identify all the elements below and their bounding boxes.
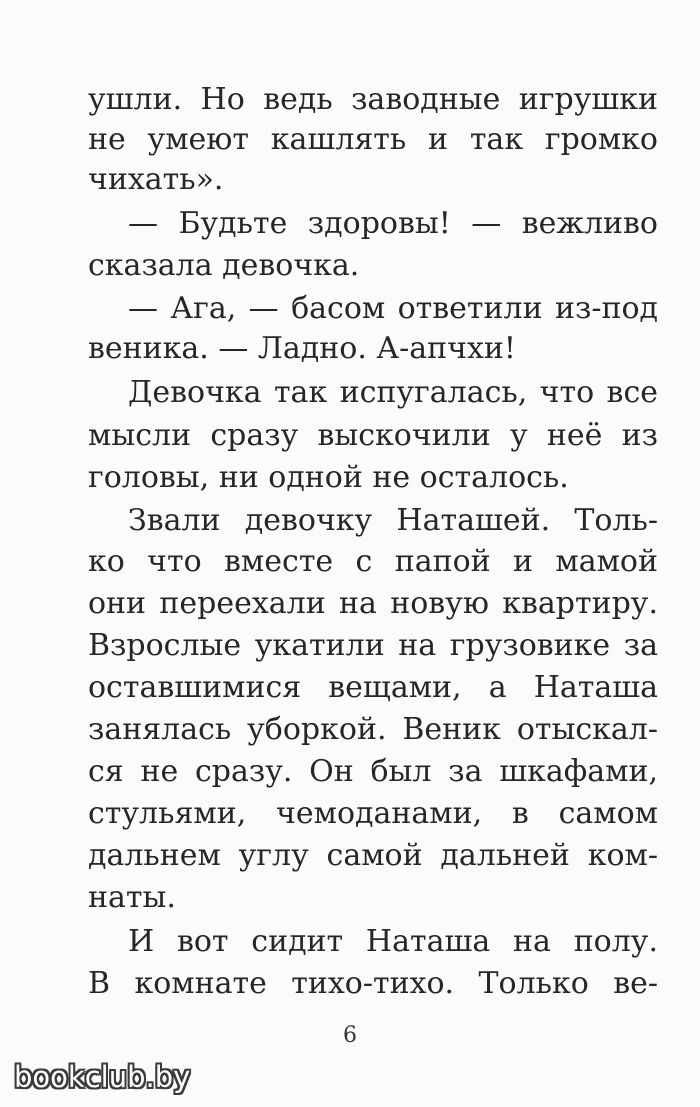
text-line: ко что вместе с папой и мамой bbox=[88, 544, 658, 579]
page-number: 6 bbox=[343, 1023, 357, 1048]
text-line: ушли. Но ведь заводные игрушки bbox=[88, 82, 658, 117]
text-line: чихать». bbox=[88, 162, 224, 197]
text-line: Взрослые укатили на грузовике за bbox=[88, 628, 658, 663]
text-line: наты. bbox=[88, 880, 176, 915]
text-line: — Будьте здоровы! — вежливо bbox=[128, 206, 658, 241]
text-line: Звали девочку Наташей. Толь- bbox=[128, 503, 658, 538]
text-line: они переехали на новую квартиру. bbox=[88, 586, 658, 621]
text-line: мысли сразу выскочили у неё из bbox=[88, 418, 658, 453]
text-line: оставшимися вещами, а Наташа bbox=[88, 670, 658, 705]
text-line: не умеют кашлять и так громко bbox=[88, 122, 658, 157]
watermark: bookclub.by bbox=[14, 1060, 191, 1094]
text-line: Девочка так испугалась, что все bbox=[128, 375, 658, 410]
text-line: ся не сразу. Он был за шкафами, bbox=[88, 754, 658, 789]
text-line: сказала девочка. bbox=[88, 248, 360, 283]
text-line: И вот сидит Наташа на полу. bbox=[128, 924, 658, 959]
text-line: — Ага, — басом ответили из-под bbox=[128, 291, 658, 326]
text-line: В комнате тихо-тихо. Только ве- bbox=[88, 966, 658, 1001]
text-line: дальнем углу самой дальней ком- bbox=[88, 838, 658, 873]
text-line: занялась уборкой. Веник отыскал- bbox=[88, 712, 658, 747]
text-line: стульями, чемоданами, в самом bbox=[88, 796, 658, 831]
text-line: веника. — Ладно. А-апчхи! bbox=[88, 331, 516, 366]
text-line: головы, ни одной не осталось. bbox=[88, 460, 569, 495]
